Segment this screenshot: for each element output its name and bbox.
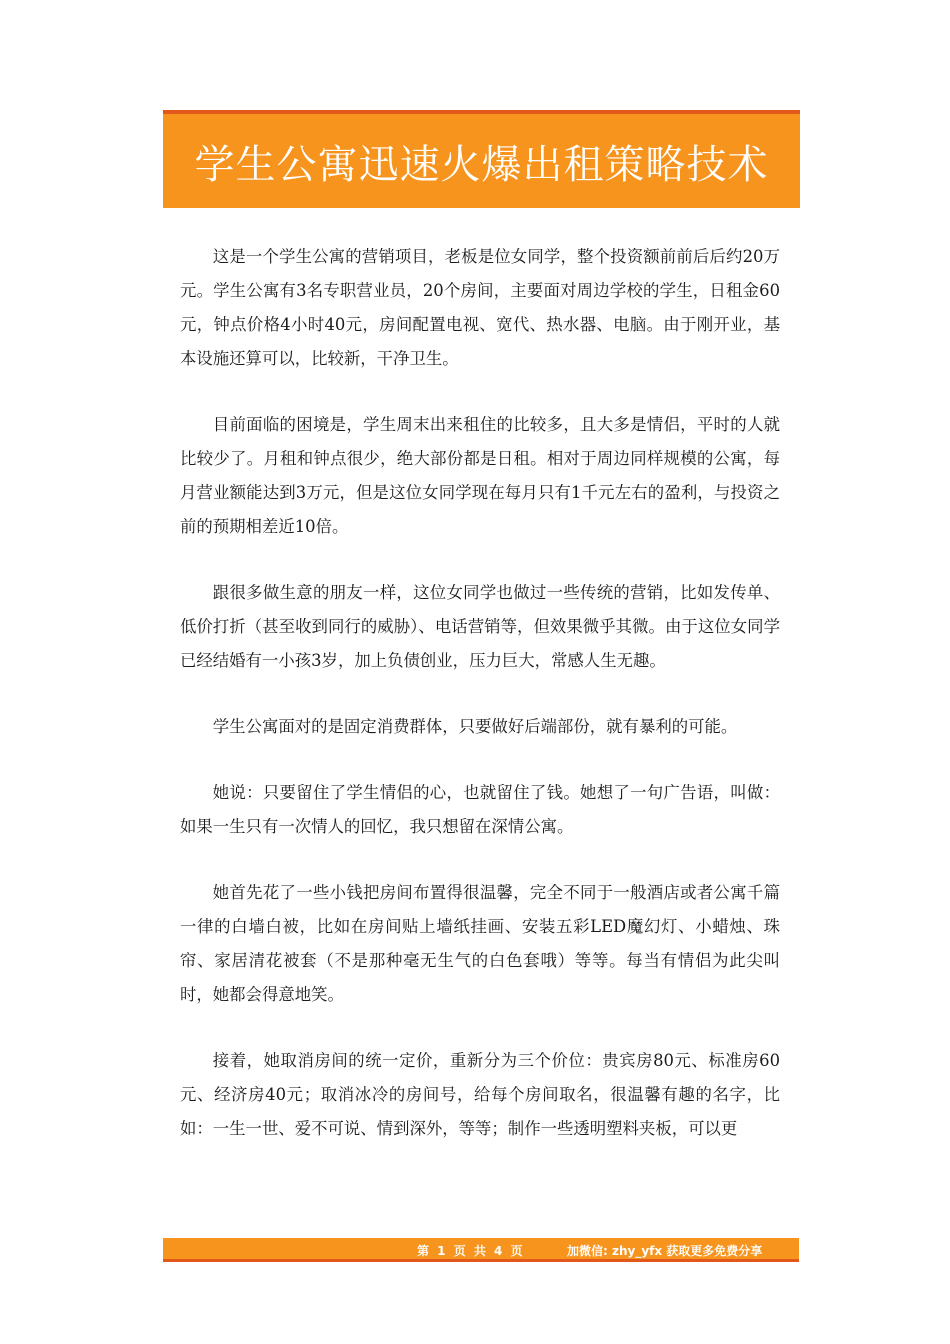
paragraph-4: 学生公寓面对的是固定消费群体，只要做好后端部份，就有暴利的可能。 xyxy=(212,717,738,736)
paragraph-7: 接着，她取消房间的统一定价，重新分为三个价位：贵宾房80元、标准房60元、经济房40元；取消冰冷的房间号，给每个房间取名，很温馨有趣的名字，比如：一生一世、爱不可说、情到深外，等等；制作一些透明塑料夹板，可以更 xyxy=(180,1051,780,1138)
paragraph-3: 跟很多做生意的朋友一样，这位女同学也做过一些传统的营销，比如发传单、低价打折（甚至收到同行的威胁）、电话营销等，但效果微乎其微。由于这位女同学已经结婚有一小孩3岁，加上负债创业，压力巨大，常感人生无趣。 xyxy=(180,583,780,670)
paragraph-2: 目前面临的困境是，学生周末出来租住的比较多，且大多是情侣，平时的人就比较少了。月租和钟点很少，绝大部份都是日租。相对于周边同样规模的公寓，每月营业额能达到3万元，但是这位女同学现在每月只有1千元左右的盈利，与投资之前的预期相差近10倍。 xyxy=(180,415,780,536)
paragraph-6: 她首先花了一些小钱把房间布置得很温馨，完全不同于一般酒店或者公寓千篇一律的白墙白被，比如在房间贴上墙纸挂画、安装五彩LED魔幻灯、小蜡烛、珠帘、家居清花被套（不是那种毫无生气的白色套哦）等等。每当有情侣为此尖叫时，她都会得意地笑。 xyxy=(180,883,780,1004)
title-banner xyxy=(163,110,800,208)
footer-bar xyxy=(163,1238,799,1262)
page-indicator: 第 1 页 共 4 页 xyxy=(417,1244,525,1258)
paragraph-1: 这是一个学生公寓的营销项目，老板是位女同学，整个投资额前前后后约20万元。学生公寓有3名专职营业员，20个房间，主要面对周边学校的学生，日租金60元，钟点价格4小时40元，房间配置电视、宽代、热水器、电脑。由于刚开业，基本设施还算可以，比较新，干净卫生。 xyxy=(180,247,780,368)
contact-note: 加微信: zhy_yfx 获取更多免费分享 xyxy=(567,1244,763,1258)
paragraph-5: 她说：只要留住了学生情侣的心，也就留住了钱。她想了一句广告语，叫做：如果一生只有一次情人的回忆，我只想留在深情公寓。 xyxy=(180,783,780,836)
document-title: 学生公寓迅速火爆出租策略技术 xyxy=(194,141,769,188)
article-body xyxy=(180,240,780,1146)
